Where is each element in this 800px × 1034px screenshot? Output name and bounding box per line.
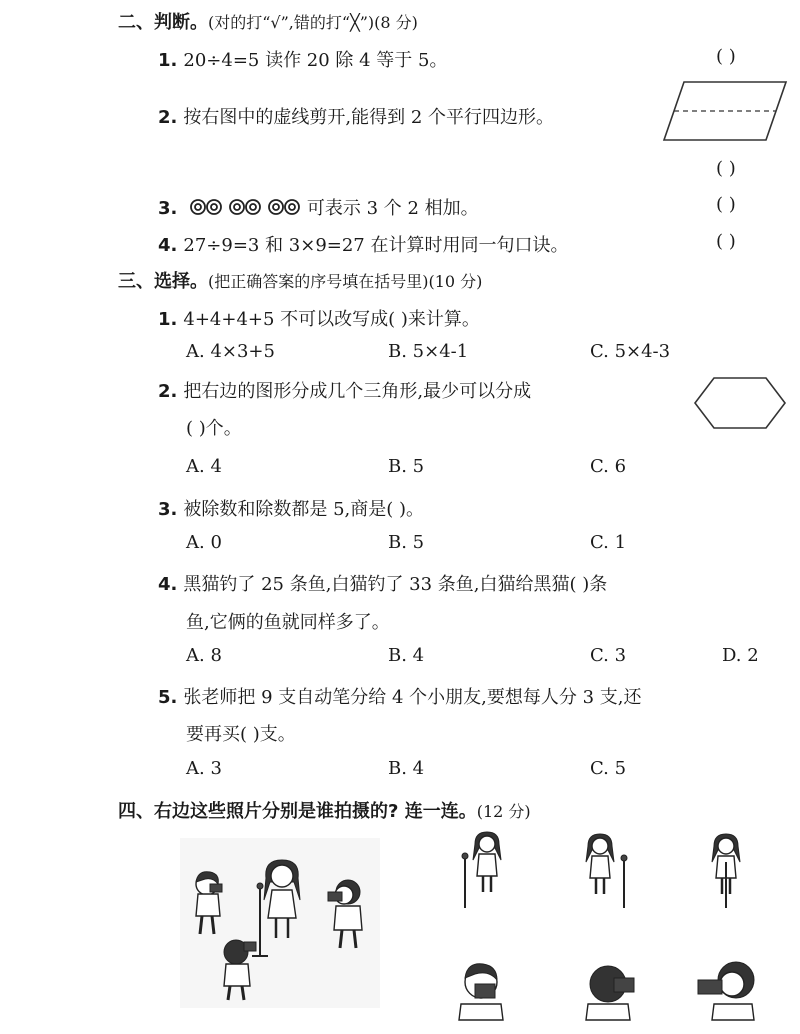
- judge-item-3: [158, 194, 479, 220]
- section-3-note: (把正确答案的序号填在括号里)(10 分): [208, 272, 483, 291]
- option-c[interactable]: C. 6: [590, 456, 627, 477]
- choice-item-3: [158, 495, 424, 521]
- choice-item-4: [158, 570, 607, 596]
- option-c[interactable]: C. 5×4-3: [590, 341, 671, 362]
- option-b[interactable]: B. 4: [388, 758, 425, 779]
- judge-item-2: [158, 103, 554, 129]
- item-number: 1.: [158, 50, 178, 71]
- item-text-line-2: 要再买( )支。: [186, 724, 296, 745]
- photo-boy-camera: [455, 960, 515, 1020]
- item-text: 把右边的图形分成几个三角形,最少可以分成: [183, 381, 532, 402]
- item-number: 4.: [158, 574, 178, 595]
- answer-paren[interactable]: ( ): [716, 46, 736, 67]
- item-text: 被除数和除数都是 5,商是( )。: [183, 499, 425, 520]
- section-2-title: 二、判断。: [118, 12, 208, 33]
- option-b[interactable]: B. 4: [388, 645, 425, 666]
- option-b[interactable]: B. 5×4-1: [388, 341, 469, 362]
- item-text: 20÷4=5 读作 20 除 4 等于 5。: [183, 50, 448, 71]
- choice-item-5: [158, 683, 642, 709]
- section-4-title: 四、右边这些照片分别是谁拍摄的? 连一连。: [118, 801, 477, 822]
- item-number: 3.: [158, 198, 178, 219]
- photo-girl-camera: [694, 958, 764, 1022]
- scene-children-photographing: [180, 838, 380, 1008]
- option-a[interactable]: A. 3: [186, 758, 222, 779]
- photo-child-back-camera: [580, 962, 640, 1022]
- option-c[interactable]: C. 1: [590, 532, 627, 553]
- answer-paren[interactable]: ( ): [716, 194, 736, 215]
- section-3-title: 三、选择。: [118, 271, 208, 292]
- option-c[interactable]: C. 3: [590, 645, 627, 666]
- choice-item-2: [158, 377, 531, 403]
- option-a[interactable]: A. 0: [186, 532, 222, 553]
- photo-girl-mic-3: [702, 832, 752, 912]
- section-2-note: (对的打“√”,错的打“╳”)(8 分): [208, 13, 418, 32]
- circle-pairs-icon: [189, 197, 301, 217]
- choice-item-1: [158, 305, 480, 331]
- section-4-note: (12 分): [476, 802, 531, 821]
- item-text: 4+4+4+5 不可以改写成( )来计算。: [183, 309, 480, 330]
- option-b[interactable]: B. 5: [388, 456, 425, 477]
- item-number: 1.: [158, 309, 178, 330]
- photo-girl-mic-2: [580, 832, 650, 912]
- item-text: 按右图中的虚线剪开,能得到 2 个平行四边形。: [183, 107, 554, 128]
- item-number: 5.: [158, 687, 178, 708]
- item-text: 27÷9=3 和 3×9=27 在计算时用同一句口诀。: [183, 235, 569, 256]
- answer-paren[interactable]: ( ): [716, 231, 736, 252]
- section-2-heading: [118, 8, 418, 34]
- item-text: 张老师把 9 支自动笔分给 4 个小朋友,要想每人分 3 支,还: [183, 687, 642, 708]
- item-text: 可表示 3 个 2 相加。: [306, 198, 479, 219]
- option-a[interactable]: A. 4: [186, 456, 222, 477]
- item-number: 3.: [158, 499, 178, 520]
- section-3-heading: [118, 267, 482, 293]
- parallelogram-figure: [664, 78, 788, 144]
- photo-girl-mic-1: [455, 830, 525, 910]
- option-d[interactable]: D. 2: [722, 645, 759, 666]
- hexagon-figure: [694, 377, 786, 429]
- item-text-line-2: ( )个。: [186, 418, 242, 439]
- item-text: 黑猫钓了 25 条鱼,白猫钓了 33 条鱼,白猫给黑猫( )条: [183, 574, 608, 595]
- judge-item-4: [158, 231, 568, 257]
- item-number: 2.: [158, 381, 178, 402]
- item-text-line-2: 鱼,它俩的鱼就同样多了。: [186, 612, 390, 633]
- option-c[interactable]: C. 5: [590, 758, 627, 779]
- item-number: 4.: [158, 235, 178, 256]
- option-a[interactable]: A. 8: [186, 645, 222, 666]
- option-a[interactable]: A. 4×3+5: [186, 341, 275, 362]
- option-b[interactable]: B. 5: [388, 532, 425, 553]
- judge-item-1: [158, 46, 448, 72]
- section-4-heading: [118, 797, 531, 823]
- answer-paren[interactable]: ( ): [716, 158, 736, 179]
- item-number: 2.: [158, 107, 178, 128]
